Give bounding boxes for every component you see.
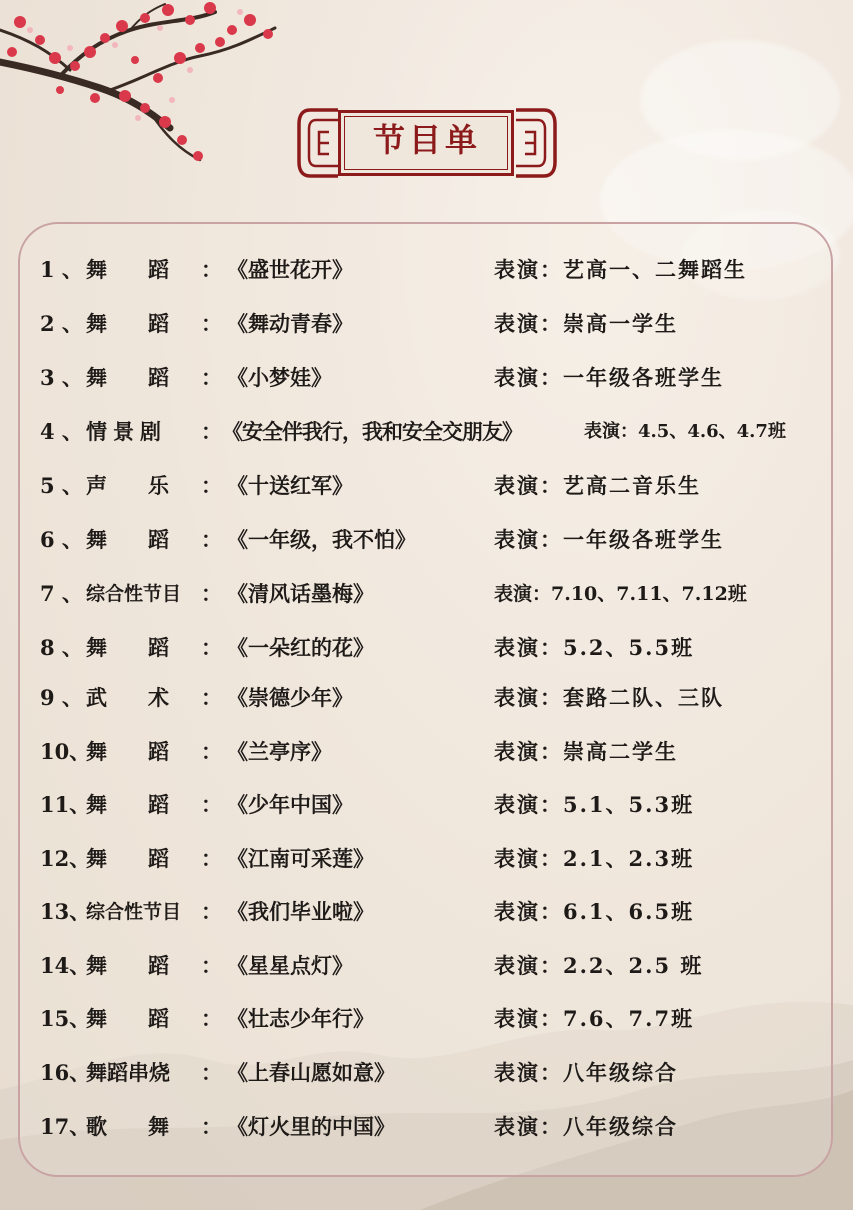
program-number: 14、 bbox=[40, 953, 91, 978]
program-number: 3 、 bbox=[40, 365, 83, 390]
program-colon: ： bbox=[201, 846, 222, 871]
program-row bbox=[0, 944, 853, 988]
program-type: 综合性节目 bbox=[86, 901, 182, 923]
program-type: 武 术 bbox=[86, 685, 179, 710]
program-colon: ： bbox=[201, 311, 222, 336]
program-title: 《一朵红的花》 bbox=[227, 635, 374, 660]
program-number: 4 、 bbox=[40, 419, 83, 444]
program-type: 综合性节目 bbox=[86, 583, 182, 605]
program-number: 12、 bbox=[40, 846, 91, 871]
program-colon: ： bbox=[201, 257, 222, 282]
title-banner bbox=[296, 106, 558, 182]
program-colon: ： bbox=[201, 473, 222, 498]
program-performer: 表演：八年级综合 bbox=[494, 1060, 678, 1085]
program-performer: 表演：崇高二学生 bbox=[494, 739, 678, 764]
program-colon: ： bbox=[201, 419, 222, 444]
program-number: 7 、 bbox=[40, 581, 83, 606]
program-number: 1 、 bbox=[40, 257, 83, 282]
program-row bbox=[0, 518, 853, 562]
program-title: 《安全伴我行，我和安全交朋友》 bbox=[222, 419, 522, 444]
program-performer: 表演：八年级综合 bbox=[494, 1114, 678, 1139]
program-number: 13、 bbox=[40, 899, 91, 924]
program-type: 舞 蹈 bbox=[86, 846, 179, 871]
program-row bbox=[0, 572, 853, 616]
program-number: 8 、 bbox=[40, 635, 83, 660]
program-number: 17、 bbox=[40, 1114, 91, 1139]
program-performer: 表演：艺高二音乐生 bbox=[494, 473, 701, 498]
program-type: 歌 舞 bbox=[86, 1114, 179, 1139]
program-title: 《灯火里的中国》 bbox=[227, 1114, 395, 1139]
program-type: 情景剧 bbox=[86, 419, 167, 444]
program-colon: ： bbox=[201, 1006, 222, 1031]
program-performer: 表演：5.1、5.3班 bbox=[494, 792, 695, 817]
program-row bbox=[0, 464, 853, 508]
program-title: 《崇德少年》 bbox=[227, 685, 353, 710]
program-performer: 表演：一年级各班学生 bbox=[494, 527, 724, 552]
program-row bbox=[0, 410, 853, 454]
program-row bbox=[0, 626, 853, 670]
program-title: 《上春山愿如意》 bbox=[227, 1060, 395, 1085]
program-number: 11、 bbox=[40, 792, 91, 817]
program-performer: 表演：艺高一、二舞蹈生 bbox=[494, 257, 747, 282]
program-number: 10、 bbox=[40, 739, 91, 764]
program-type: 舞 蹈 bbox=[86, 365, 179, 390]
program-performer: 表演：2.1、2.3班 bbox=[494, 846, 695, 871]
program-performer: 表演：一年级各班学生 bbox=[494, 365, 724, 390]
program-colon: ： bbox=[201, 635, 222, 660]
program-type: 舞 蹈 bbox=[86, 527, 179, 552]
program-row bbox=[0, 356, 853, 400]
program-number: 16、 bbox=[40, 1060, 91, 1085]
program-type: 舞 蹈 bbox=[86, 635, 179, 660]
program-performer: 表演：套路二队、三队 bbox=[494, 685, 724, 710]
program-type: 舞 蹈 bbox=[86, 1006, 179, 1031]
program-performer: 表演：7.10、7.11、7.12班 bbox=[494, 583, 747, 605]
program-colon: ： bbox=[201, 581, 222, 606]
program-title: 《舞动青春》 bbox=[227, 311, 353, 336]
program-colon: ： bbox=[201, 685, 222, 710]
program-title: 《十送红军》 bbox=[227, 473, 353, 498]
program-title: 《我们毕业啦》 bbox=[227, 899, 374, 924]
program-title: 《江南可采莲》 bbox=[227, 846, 374, 871]
program-performer: 表演：4.5、4.6、4.7班 bbox=[584, 421, 786, 442]
program-type: 声 乐 bbox=[86, 473, 179, 498]
program-type: 舞蹈串烧 bbox=[86, 1060, 170, 1085]
program-title: 《一年级，我不怕》 bbox=[227, 527, 416, 552]
program-colon: ： bbox=[201, 899, 222, 924]
program-title: 《星星点灯》 bbox=[227, 953, 353, 978]
program-row bbox=[0, 783, 853, 827]
program-row bbox=[0, 1105, 853, 1149]
program-title: 《少年中国》 bbox=[227, 792, 353, 817]
program-row bbox=[0, 302, 853, 346]
program-performer: 表演：2.2、2.5 班 bbox=[494, 953, 704, 978]
program-title: 《兰亭序》 bbox=[227, 739, 332, 764]
program-number: 5 、 bbox=[40, 473, 83, 498]
program-type: 舞 蹈 bbox=[86, 739, 179, 764]
program-row bbox=[0, 730, 853, 774]
program-type: 舞 蹈 bbox=[86, 311, 179, 336]
right-banner-ornament bbox=[514, 106, 558, 180]
program-row bbox=[0, 676, 853, 720]
program-colon: ： bbox=[201, 527, 222, 552]
program-number: 2 、 bbox=[40, 311, 83, 336]
program-colon: ： bbox=[201, 1060, 222, 1085]
program-row bbox=[0, 837, 853, 881]
program-title: 《清风话墨梅》 bbox=[227, 581, 374, 606]
program-colon: ： bbox=[201, 953, 222, 978]
program-number: 15、 bbox=[40, 1006, 91, 1031]
program-colon: ： bbox=[201, 739, 222, 764]
program-row bbox=[0, 248, 853, 292]
page-title: 节目单 bbox=[372, 121, 481, 159]
program-row bbox=[0, 890, 853, 934]
plum-blossom-branch-illustration bbox=[0, 0, 300, 170]
program-title: 《壮志少年行》 bbox=[227, 1006, 374, 1031]
program-title: 《小梦娃》 bbox=[227, 365, 332, 390]
program-performer: 表演：崇高一学生 bbox=[494, 311, 678, 336]
program-number: 9 、 bbox=[40, 685, 83, 710]
program-performer: 表演：5.2、5.5班 bbox=[494, 635, 695, 660]
program-performer: 表演：6.1、6.5班 bbox=[494, 899, 695, 924]
program-row bbox=[0, 1051, 853, 1095]
program-colon: ： bbox=[201, 792, 222, 817]
program-type: 舞 蹈 bbox=[86, 792, 179, 817]
program-type: 舞 蹈 bbox=[86, 257, 179, 282]
program-title: 《盛世花开》 bbox=[227, 257, 353, 282]
program-colon: ： bbox=[201, 1114, 222, 1139]
program-row bbox=[0, 997, 853, 1041]
program-performer: 表演：7.6、7.7班 bbox=[494, 1006, 695, 1031]
program-number: 6 、 bbox=[40, 527, 83, 552]
program-colon: ： bbox=[201, 365, 222, 390]
program-type: 舞 蹈 bbox=[86, 953, 179, 978]
